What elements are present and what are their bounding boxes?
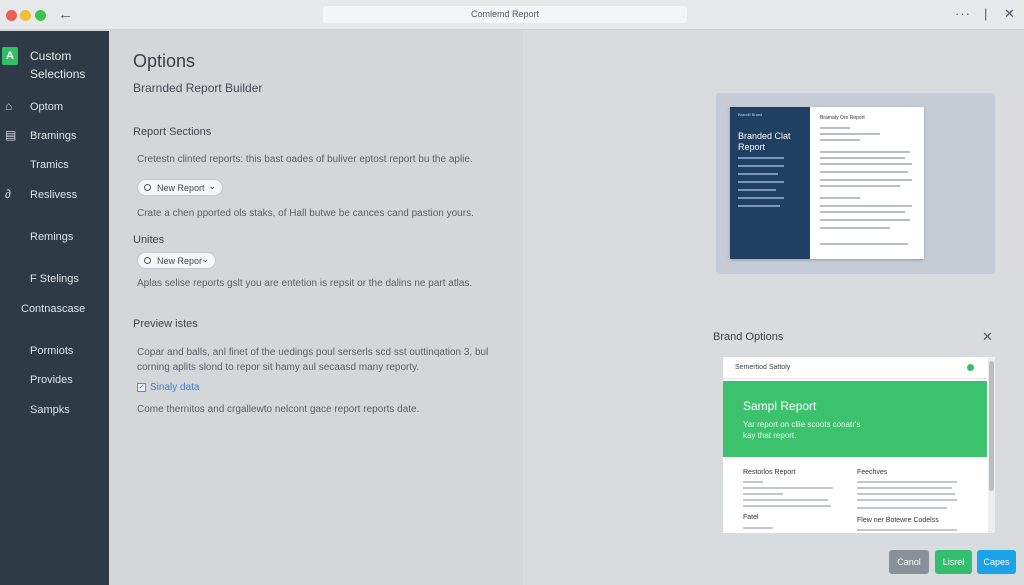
document-tag: Brandli Brand: [738, 112, 763, 117]
sample-report-hero: [723, 381, 987, 457]
maximize-window-button[interactable]: [35, 10, 46, 21]
sidebar-item-provides[interactable]: [0, 370, 109, 392]
hero-title: Sampl Report: [743, 399, 817, 413]
report-preview-card[interactable]: [716, 93, 995, 274]
select-label: New Report: [157, 183, 205, 193]
sidebar-item-label: Sampks: [30, 404, 70, 416]
sidebar-item-label: Tramics: [30, 159, 69, 171]
unites-description: Aplas selise reports gslt you are entetion is repsit or the dalins ne part atlas.: [137, 278, 473, 289]
report-document-thumbnail: [730, 107, 924, 259]
sidebar-item-label: Reslivess: [30, 189, 78, 201]
select-label: New Repor: [157, 256, 203, 266]
sidebar-item-label: Pormiots: [30, 345, 74, 357]
panel-header-label: Semertiod Sattoly: [735, 364, 791, 371]
toolbar-divider-icon: |: [984, 6, 988, 21]
sidebar-item-bramings[interactable]: [0, 126, 109, 148]
document-body-title: Bramaty Ore Report: [820, 115, 865, 121]
document-cover-title: Branded Clat Report: [738, 131, 791, 152]
radio-icon: [144, 184, 151, 191]
close-window-button[interactable]: [6, 10, 17, 21]
copy-button[interactable]: Capes: [977, 550, 1016, 574]
sidebar-item-label: Bramings: [30, 130, 77, 142]
cancel-button[interactable]: Canol: [889, 550, 929, 574]
sidebar-item-label: Remings: [30, 231, 74, 243]
sidebar-item-label: Contnascase: [21, 303, 86, 315]
more-options-icon[interactable]: ···: [955, 6, 971, 21]
scrollbar-thumb[interactable]: [989, 361, 994, 491]
options-panel: [109, 31, 523, 585]
chevron-down-icon: ⌄: [201, 254, 209, 264]
address-bar[interactable]: Comlemd Report: [323, 6, 687, 23]
hero-subtitle: Yar report on cllie scoots conatr's kay that report.: [743, 420, 861, 440]
sidebar-item-contnascase[interactable]: [0, 299, 109, 321]
brand-options-panel: [723, 357, 995, 533]
panel-scrollbar[interactable]: [988, 357, 995, 533]
brand-options-title: Brand Options: [713, 331, 784, 343]
title-bar: [0, 0, 1024, 30]
column-heading: Restorlos Report: [743, 469, 796, 476]
column-heading: Fatel: [743, 514, 759, 521]
app-name: Custom Selections: [30, 49, 86, 81]
new-report-select[interactable]: [137, 179, 223, 196]
report-sections-heading: Report Sections: [133, 126, 212, 138]
back-arrow-icon[interactable]: ←: [58, 6, 73, 23]
close-icon[interactable]: ✕: [982, 329, 993, 344]
page-subtitle: Brarnded Report Builder: [133, 81, 263, 95]
chevron-down-icon: ⌄: [208, 181, 216, 191]
status-dot-icon: [967, 364, 974, 371]
sidebar-item-optom[interactable]: [0, 97, 109, 119]
column-heading: Flew ner Botewre Codelss: [857, 517, 939, 524]
preview-heading: Preview istes: [133, 318, 198, 330]
document-cover: [730, 107, 810, 259]
delete-button[interactable]: Lisrel: [935, 550, 972, 574]
new-repor-select[interactable]: [137, 252, 216, 269]
page-title: Options: [133, 51, 196, 71]
document-icon: ▤: [5, 128, 17, 142]
sidebar-item-pormiots[interactable]: [0, 341, 109, 363]
unites-heading: Unites: [133, 234, 165, 246]
sidebar-item-label: Provides: [30, 374, 73, 386]
sidebar: [0, 31, 109, 585]
close-icon[interactable]: ✕: [1004, 6, 1015, 21]
home-icon: ⌂: [5, 99, 13, 113]
sidebar-item-label: Optom: [30, 101, 64, 113]
panel-header: [723, 357, 987, 379]
sidebar-item-f-stelings[interactable]: [0, 269, 109, 291]
sidebar-item-reslivess[interactable]: [0, 185, 109, 207]
preview-description: Copar and balls, anl finet of the uedings poul serserls scd sst outtinqation 3, bul corning aplits slond to repor sit hamy aul secaasd many reporty.: [137, 347, 489, 373]
checkbox-icon: ✓: [138, 383, 145, 391]
sidebar-item-label: F Stelings: [30, 273, 79, 285]
sinaly-data-checkbox[interactable]: [137, 382, 199, 393]
app-logo: A: [2, 47, 18, 65]
checkbox-label: Sinaly data: [150, 382, 200, 393]
preview-area: [523, 31, 1024, 585]
sidebar-item-tramics[interactable]: [0, 155, 109, 177]
minimize-window-button[interactable]: [20, 10, 31, 21]
report-sections-description: Cretestn clinted reports: this bast oades of buliver eptost report bu the aplie.: [137, 154, 473, 165]
report-sections-note: Crate a chen pported ols staks, of Hall butwe be cances cand pastion yours.: [137, 208, 474, 219]
column-heading: Feechves: [857, 469, 888, 476]
preview-footer-text: Come thernitos and crgallewto nelcont gace report reports date.: [137, 404, 420, 415]
sidebar-item-sampks[interactable]: [0, 400, 109, 422]
sidebar-item-remings[interactable]: [0, 227, 109, 249]
radio-icon: [144, 257, 151, 264]
link-icon: ∂: [5, 187, 11, 201]
